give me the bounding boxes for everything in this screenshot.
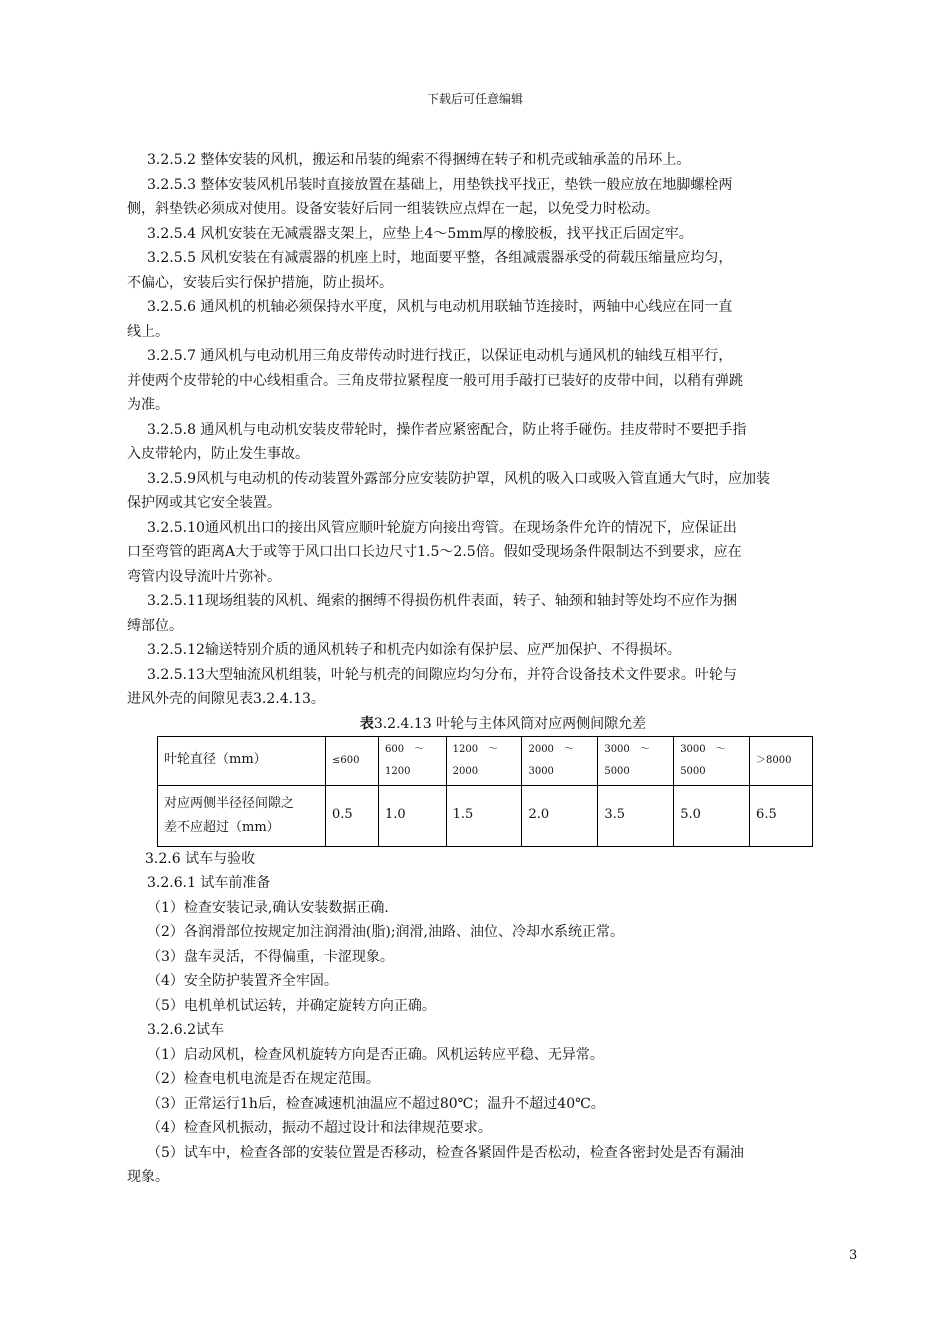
cell-bottom: 5000 bbox=[680, 765, 706, 777]
cell-top: 2000 ～ bbox=[528, 743, 574, 755]
paragraph-list bbox=[127, 148, 859, 712]
paragraph-continuation: 不偏心，安装后实行保护措施，防止损坏。 bbox=[127, 274, 393, 291]
paragraph-first-line: 3.2.5.10通风机出口的接出风管应顺叶轮旋方向接出弯管。在现场条件允许的情况下，应保证出 bbox=[147, 519, 737, 536]
paragraph-first-line: 3.2.5.3 整体安装风机吊装时直接放置在基础上，用垫铁找平找正，垫铁一般应放在地脚螺栓两 bbox=[147, 176, 733, 193]
paragraph-continuation: 并使两个皮带轮的中心线相重合。三角皮带拉紧程度一般可用手敲打已装好的皮带中间，以稍有弹跳 为准。 bbox=[127, 372, 743, 413]
cell-bottom: 1200 bbox=[385, 765, 411, 777]
paragraph-continuation: 线上。 bbox=[127, 323, 169, 340]
table-row bbox=[158, 736, 813, 785]
checklist-run bbox=[147, 1043, 859, 1141]
paragraph-first-line: 3.2.5.8 通风机与电动机安装皮带轮时，操作者应紧密配合，防止将手碰伤。挂皮带时不要把手指 bbox=[147, 421, 747, 438]
cell-top: 1200 ～ bbox=[452, 743, 499, 755]
section-title: 3.2.6 试车与验收 bbox=[145, 850, 256, 867]
label-line: 差不应超过（mm） bbox=[164, 819, 280, 835]
clearance-table bbox=[157, 736, 813, 847]
value-cell: 3.5 bbox=[598, 785, 674, 846]
paragraph-continuation: 口至弯管的距离A大于或等于风口出口长边尺寸1.5～2.5倍。假如受现场条件限制达不到要求，应在 弯管内设导流叶片弥补。 bbox=[127, 544, 742, 585]
cell-top: 3000 ～ bbox=[604, 743, 650, 755]
list-item: （1）启动风机，检查风机旋转方向是否正确。风机运转应平稳、无异常。 bbox=[147, 1046, 604, 1063]
list-item: （1）检查安装记录,确认安装数据正确. bbox=[147, 899, 389, 916]
page-number: 3 bbox=[849, 1248, 858, 1263]
paragraph-continuation: 进风外壳的间隙见表3.2.4.13。 bbox=[127, 691, 325, 707]
table-caption bbox=[147, 712, 859, 736]
list-item: （4）检查风机振动，振动不超过设计和法律规范要求。 bbox=[147, 1120, 492, 1136]
document-body bbox=[127, 148, 859, 1190]
list-item: （2）各润滑部位按规定加注润滑油(脂);润滑,油路、油位、冷却水系统正常。 bbox=[147, 924, 624, 940]
paragraph-first-line: 3.2.5.4 风机安装在无减震器支架上，应垫上4～5mm厚的橡胶板，找平找正后固定牢。 bbox=[147, 225, 693, 242]
table-caption-prefix: 表 bbox=[359, 715, 374, 732]
list-item: （2）检查电机电流是否在规定范围。 bbox=[147, 1071, 380, 1087]
cell-d1 bbox=[379, 736, 447, 785]
paragraph-first-line: 3.2.5.11现场组装的风机、绳索的捆缚不得损伤机件表面，转子、轴颈和轴封等处均不应作为捆 bbox=[147, 593, 737, 609]
row-label-clearance bbox=[158, 785, 326, 846]
checklist-pre-run bbox=[147, 896, 859, 1019]
paragraph-first-line: 3.2.5.13大型轴流风机组装，叶轮与机壳的间隙应均匀分布，并符合设备技术文件要求。叶轮与 bbox=[147, 666, 737, 683]
paragraph-first-line: 3.2.5.2 整体安装的风机，搬运和吊装的绳索不得捆缚在转子和机壳或轴承盖的吊环上。 bbox=[147, 152, 691, 168]
subsection-title: 3.2.6.2试车 bbox=[147, 1022, 224, 1038]
list-item: （4）安全防护装置齐全牢固。 bbox=[147, 973, 338, 989]
cell-d0 bbox=[326, 736, 379, 785]
list-item: （5）电机单机试运转，并确定旋转方向正确。 bbox=[147, 997, 436, 1014]
row-label-diameter: 叶轮直径（mm） bbox=[158, 736, 326, 785]
table-caption-text: 3.2.4.13 叶轮与主体风筒对应两侧间隙允差 bbox=[373, 715, 647, 732]
value-cell: 0.5 bbox=[326, 785, 379, 846]
paragraph-continuation: 保护网或其它安全装置。 bbox=[127, 495, 281, 511]
cell-d6 bbox=[750, 736, 813, 785]
cell-top: 600 ～ bbox=[385, 743, 425, 755]
paragraph-first-line: 3.2.5.12输送特别介质的通风机转子和机壳内如涂有保护层、应严加保护、不得损坏。 bbox=[147, 642, 681, 658]
cell-d3 bbox=[522, 736, 598, 785]
cell-d5 bbox=[674, 736, 750, 785]
cell-bottom: 3000 bbox=[528, 765, 554, 777]
cell-top: ＞8000 bbox=[756, 754, 792, 766]
cell-d4 bbox=[598, 736, 674, 785]
paragraph-first-line: 3.2.5.5 风机安装在有减震器的机座上时，地面要平整，各组减震器承受的荷载压缩量应均匀， bbox=[147, 250, 733, 266]
value-cell: 5.0 bbox=[674, 785, 750, 846]
cell-bottom: 5000 bbox=[604, 765, 630, 777]
paragraph-continuation: 缚部位。 bbox=[127, 617, 183, 634]
list-item: （3）正常运行1h后，检查减速机油温应不超过80℃；温升不超过40℃。 bbox=[147, 1095, 605, 1112]
cell-d2 bbox=[446, 736, 522, 785]
page-header: 下载后可任意编辑 bbox=[426, 92, 523, 106]
paragraph-continuation: 入皮带轮内，防止发生事故。 bbox=[127, 446, 309, 462]
value-cell: 1.0 bbox=[379, 785, 447, 846]
cell-top: 3000 ～ bbox=[680, 743, 726, 755]
value-cell: 1.5 bbox=[446, 785, 522, 846]
value-cell: 6.5 bbox=[750, 785, 813, 846]
label-line: 对应两侧半径径间隙之 bbox=[164, 795, 295, 811]
paragraph-continuation: 侧，斜垫铁必须成对使用。设备安装好后同一组装铁应点焊在一起，以免受力时松动。 bbox=[127, 201, 659, 217]
list-item: （5）试车中，检查各部的安装位置是否移动，检查各紧固件是否松动，检查各密封处是否有漏油 bbox=[147, 1144, 744, 1161]
paragraph-first-line: 3.2.5.9风机与电动机的传动装置外露部分应安装防护罩，风机的吸入口或吸入管直通大气时，应加装 bbox=[147, 470, 770, 487]
list-item-continuation: 现象。 bbox=[127, 1169, 169, 1185]
list-item: （3）盘车灵活，不得偏重，卡涩现象。 bbox=[147, 948, 394, 965]
table-row bbox=[158, 785, 813, 846]
value-cell: 2.0 bbox=[522, 785, 598, 846]
paragraph-first-line: 3.2.5.7 通风机与电动机用三角皮带传动时进行找正，以保证电动机与通风机的轴线互相平行， bbox=[147, 348, 733, 364]
paragraph-first-line: 3.2.5.6 通风机的机轴必须保持水平度，风机与电动机用联轴节连接时，两轴中心线应在同一直 bbox=[147, 299, 733, 315]
cell-bottom: 2000 bbox=[452, 765, 479, 777]
subsection-title: 3.2.6.1 试车前准备 bbox=[147, 875, 271, 891]
cell-top: ≤600 bbox=[332, 754, 360, 766]
